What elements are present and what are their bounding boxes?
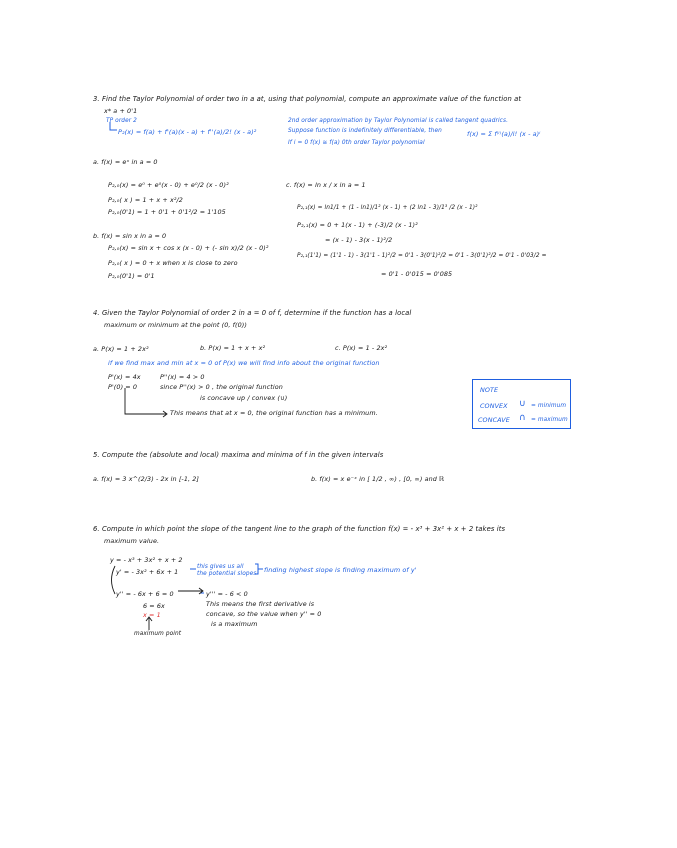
q4-work-1: P'(x) = 4x (108, 373, 141, 381)
q6-line-10: maximum point (134, 631, 182, 637)
q3-tp-label: TP order 2 (106, 118, 137, 124)
convex-cup-icon: ∪ (519, 399, 526, 409)
q4-work-4: since P''(x) > 0 , the original function (160, 383, 283, 391)
note-title: NOTE (480, 386, 499, 394)
q3-note-line-2: Suppose function is indefinitely differentiable, then (288, 128, 442, 134)
q4-prompt-line-2: maximum or minimum at the point (0, f(0)) (104, 321, 247, 329)
tp-arrow-icon (110, 122, 117, 130)
q6-blue-note-1: this gives us all (197, 564, 244, 570)
q6-brace-icon (112, 566, 116, 594)
note-concave-word: CONCAVE (478, 416, 510, 424)
q3-part-b-label: b. f(x) = sin x in a = 0 (93, 232, 167, 240)
q6-line-2: y' = - 3x² + 6x + 1 (116, 568, 179, 576)
q6-bracket-icon (255, 564, 258, 574)
q3-prompt-line-2: x* a + 0'1 (104, 107, 138, 115)
q6-line-7: This means the first derivative is (206, 600, 315, 608)
q3-part-c-line-5: = 0'1 - 0'015 = 0'085 (381, 270, 453, 278)
q3-part-c-line-1: P₂,₁(x) = ln1/1 + (1 - ln1)/1² (x - 1) + (2 ln1 - 3)/1³ /2 (x - 1)² (297, 205, 478, 211)
q3-part-c-line-2: P₂,₁(x) = 0 + 1(x - 1) + (-3)/2 (x - 1)² (297, 221, 418, 229)
q6-line-3: y'' = - 6x + 6 = 0 (116, 590, 174, 598)
q4-prompt-line-1: 4. Given the Taylor Polynomial of order 2 in a = 0 of f, determine if the function has a local (93, 309, 412, 317)
q4-work-5: is concave up / convex (∪) (200, 394, 288, 402)
q3-part-b-line-2: P₂,₀( x ) = 0 + x when x is close to zero (108, 259, 238, 267)
q6-line-9: is a maximum (211, 620, 258, 628)
q6-line-1: y = - x³ + 3x² + x + 2 (110, 556, 183, 564)
q3-prompt-line-1: 3. Find the Taylor Polynomial of order two in a at, using that polynomial, compute an approximate value of the function at (93, 95, 522, 103)
q4-blue-line: if we find max and min at x = 0 of P(x) we will find info about the original function (108, 359, 380, 367)
q5-part-a: a. f(x) = 3 x^(2/3) - 2x in [-1, 2] (93, 475, 200, 483)
q6-blue-note-2: finding highest slope is finding maximum of y' (264, 566, 417, 574)
q3-note-line-1: 2nd order approximation by Taylor Polynomial is called tangent quadrics. (288, 118, 509, 124)
q5-prompt: 5. Compute the (absolute and local) maxima and minima of f in the given intervals (93, 451, 384, 459)
note-convex-word: CONVEX (480, 402, 508, 410)
q3-part-a-line-2: P₂,₀( x ) = 1 + x + x²/2 (108, 196, 183, 204)
q6-prompt-line-2: maximum value. (104, 537, 160, 545)
q4-arrow-icon (125, 388, 166, 414)
q3-part-c-line-3: = (x - 1) - 3(x - 1)²/2 (325, 236, 393, 244)
q3-part-a-line-1: P₂,₀(x) = e⁰ + e⁰(x - 0) + e⁰/2 (x - 0)² (108, 181, 229, 189)
q6-blue-note-1b: the potential slopes (197, 571, 257, 577)
q3-part-a-label: a. f(x) = eˣ in a = 0 (93, 158, 158, 166)
concave-cap-icon: ∩ (519, 413, 526, 423)
q4-part-a: a. P(x) = 1 + 2x² (93, 345, 149, 353)
q3-part-c-line-4: P₂,₁(1'1) = (1'1 - 1) - 3(1'1 - 1)²/2 = 0'1 - 3(0'1)²/2 = 0'1 - 3(0'1)²/2 = 0'1 - 0'03/2 = (297, 253, 547, 259)
q4-part-b: b. P(x) = 1 + x + x² (200, 344, 266, 352)
q4-part-c: c. P(x) = 1 - 2x² (335, 344, 388, 352)
q3-part-c-label: c. f(x) = ln x / x in a = 1 (286, 181, 366, 189)
q4-work-2: P''(x) = 4 > 0 (160, 373, 205, 381)
q6-line-4: y''' = - 6 < 0 (206, 590, 248, 598)
note-convex-meaning: = minimum (531, 403, 567, 409)
q4-work-3: P'(0) = 0 (108, 383, 138, 391)
q3-part-b-line-3: P₂,₀(0'1) = 0'1 (108, 272, 155, 280)
q6-line-8: concave, so the value when y'' = 0 (206, 610, 322, 618)
q3-part-b-line-1: P₂,₀(x) = sin x + cos x (x - 0) + (- sin x)/2 (x - 0)² (108, 244, 269, 252)
q3-note-line-3: If i = 0 f(x) ≅ f(a) 0th order Taylor polynomial (288, 140, 425, 146)
q3-tp-formula: P₂(x) = f(a) + f'(a)(x - a) + f''(a)/2! (x - a)² (118, 128, 257, 136)
q5-part-b: b. f(x) = x e⁻ˣ in [ 1/2 , ∞) , [0, ∞) and ℝ (311, 475, 445, 483)
q6-prompt-line-1: 6. Compute in which point the slope of the tangent line to the graph of the function f(x) = - x³ + 3x² + x + 2 takes its (93, 525, 506, 533)
note-concave-meaning: = maximum (531, 417, 568, 423)
q4-work-6: This means that at x = 0, the original function has a minimum. (170, 409, 378, 417)
q6-line-5: 6 = 6x (143, 602, 165, 610)
q3-series-formula: f(x) = Σ f⁽ⁱ⁾(a)/i! (x - a)ⁱ (467, 130, 541, 138)
q3-part-a-line-3: P₂,₀(0'1) = 1 + 0'1 + 0'1²/2 = 1'105 (108, 208, 226, 216)
q6-line-6: x = 1 (143, 611, 161, 619)
